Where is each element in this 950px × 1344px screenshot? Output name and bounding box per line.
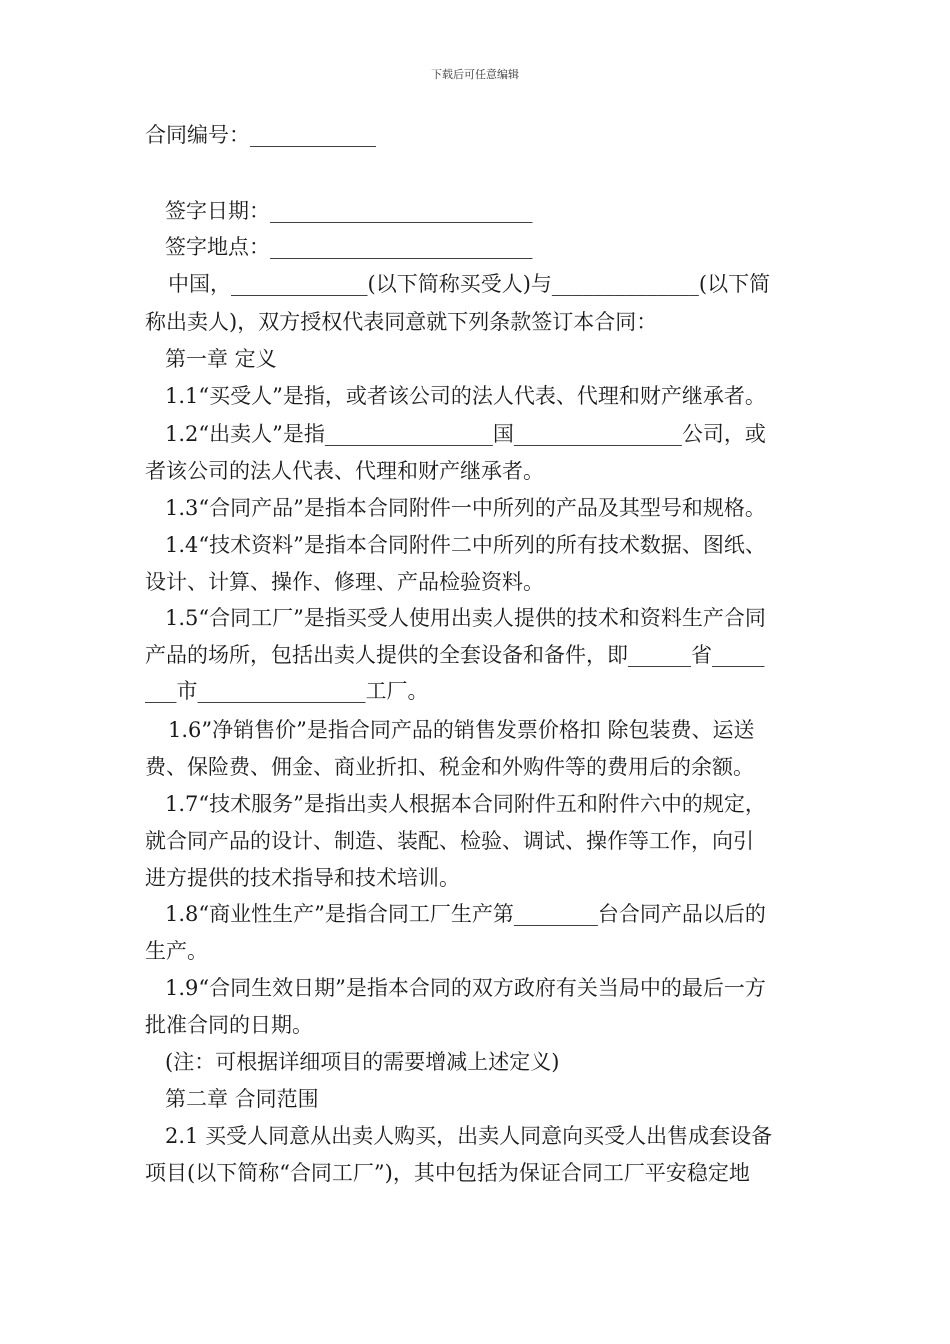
paragraph-line: 1.4“技术资料”是指本合同附件二中所列的所有技术数据、图纸、: [165, 533, 766, 557]
paragraph-line: 1.5“合同工厂”是指买受人使用出卖人提供的技术和资料生产合同: [165, 606, 766, 630]
paragraph-line: 进方提供的技术指导和技术培训。: [145, 866, 460, 890]
paragraph-line: 费、保险费、佣金、商业折扣、税金和外购件等的费用后的余额。: [145, 755, 754, 779]
paragraph-line: 1.6”净销售价”是指合同产品的销售发票价格扣 除包装费、运送: [168, 718, 755, 742]
paragraph-line: 产品的场所，包括出卖人提供的全套设备和备件，即______省_____: [145, 643, 765, 667]
paragraph-line: ___市________________工厂。: [145, 679, 429, 703]
paragraph-line: 称出卖人)，双方授权代表同意就下列条款签订本合同：: [145, 310, 658, 334]
paragraph-line: 1.1“买受人”是指，或者该公司的法人代表、代理和财产继承者。: [165, 384, 766, 408]
signing-place-line: 签字地点：_________________________: [165, 235, 533, 259]
paragraph-line: 就合同产品的设计、制造、装配、检验、调试、操作等工作，向引: [145, 829, 754, 853]
paragraph-line: 1.2“出卖人”是指________________国________________公司，或: [165, 422, 766, 446]
page-header: 下载后可任意编辑: [431, 68, 519, 81]
contract-number-line: 合同编号：____________: [145, 123, 376, 147]
paragraph-line: 生产。: [145, 939, 208, 963]
paragraph-line: 1.8“商业性生产”是指合同工厂生产第________台合同产品以后的: [165, 902, 766, 926]
signing-date-line: 签字日期：_________________________: [165, 199, 533, 223]
paragraph-line: 设计、计算、操作、修理、产品检验资料。: [145, 570, 544, 594]
paragraph-line: 1.3“合同产品”是指本合同附件一中所列的产品及其型号和规格。: [165, 496, 766, 520]
paragraph-line: 1.9“合同生效日期”是指本合同的双方政府有关当局中的最后一方: [165, 976, 766, 1000]
note-line: (注：可根据详细项目的需要增减上述定义): [165, 1050, 560, 1074]
paragraph-line: 者该公司的法人代表、代理和财产继承者。: [145, 459, 544, 483]
chapter-heading: 第二章 合同范围: [165, 1087, 319, 1111]
paragraph-line: 2.1 买受人同意从出卖人购买，出卖人同意向买受人出售成套设备: [165, 1124, 773, 1148]
paragraph-line: 中国，_____________(以下简称买受人)与______________(以下简: [168, 272, 771, 296]
paragraph-line: 项目(以下简称“合同工厂”)，其中包括为保证合同工厂平安稳定地: [145, 1161, 750, 1185]
chapter-heading: 第一章 定义: [165, 347, 277, 371]
paragraph-line: 1.7“技术服务”是指出卖人根据本合同附件五和附件六中的规定，: [165, 792, 766, 816]
paragraph-line: 批准合同的日期。: [145, 1013, 313, 1037]
